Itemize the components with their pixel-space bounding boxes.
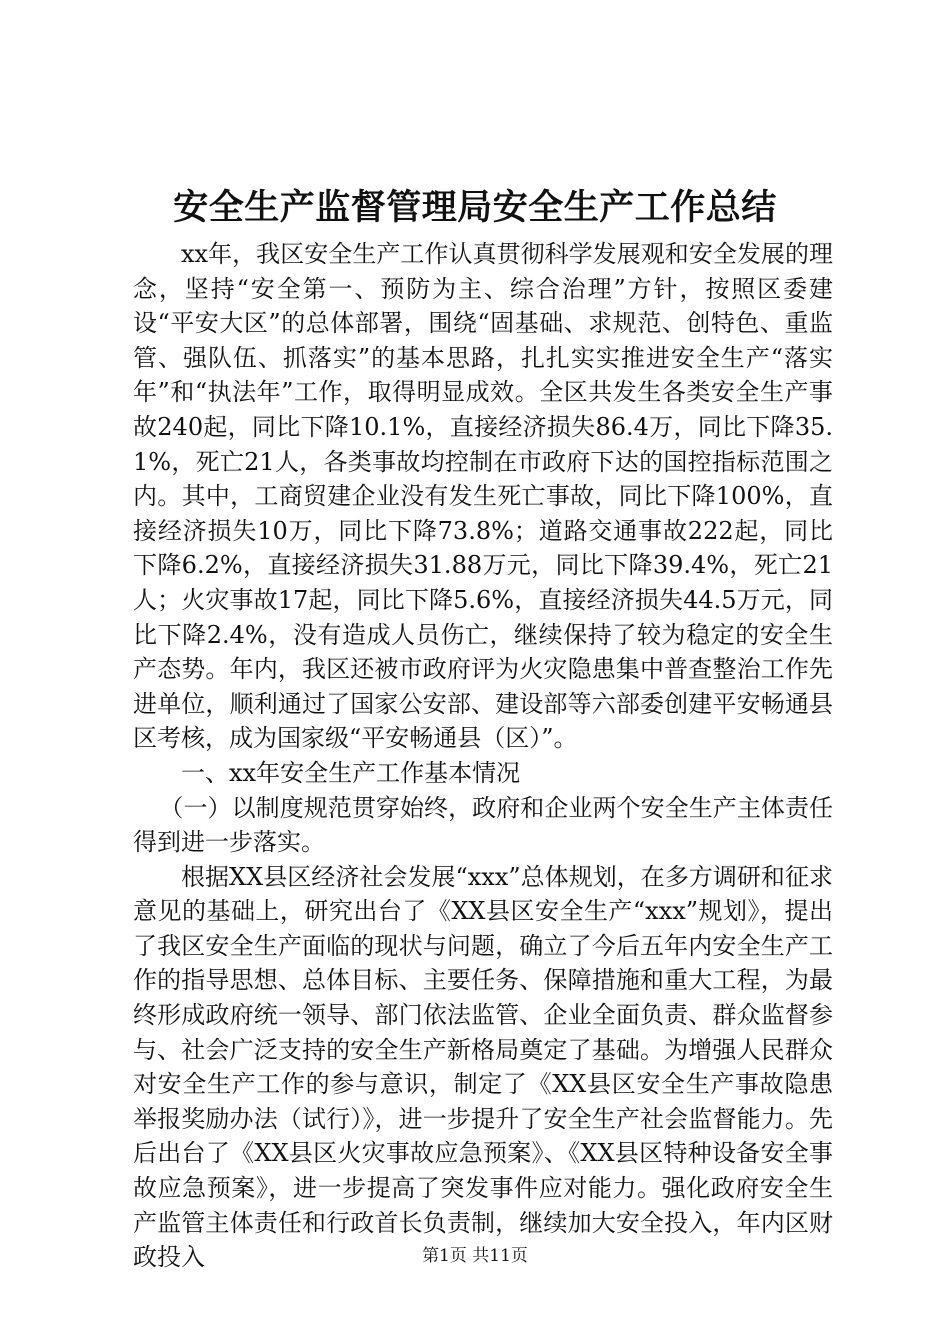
document-body bbox=[133, 237, 833, 1275]
page-footer: 第1页 共11页 bbox=[422, 1246, 528, 1266]
document-title: 安全生产监督管理局安全生产工作总结 bbox=[173, 187, 777, 228]
section-heading: 一、xx年安全生产工作基本情况 bbox=[181, 758, 521, 787]
paragraph-body: 根据XX县区经济社会发展“xxx”总体规划，在多方调研和征求意见的基础上，研究出台了《XX县区安全生产“xxx”规划》，提出了我区安全生产面临的现状与问题，确立了今后五年内安全生产工作的指导思想、总体目标、主要任务、保障措施和重大工程，为最终形成政府统一领导、部门依法监管、企业全面负责、群众监督参与、社会广泛支持的安全生产新格局奠定了基础。为增强人民群众对安全生产工作的参与意识，制定了《XX县区安全生产事故隐患举报奖励办法（试行）》，进一步提升了安全生产社会监督能力。先后出台了《XX县区火灾事故应急预案》、《XX县区特种设备安全事故应急预案》，进一步提高了突发事件应对能力。强化政府安全生产监管主体责任和行政首长负责制，继续加大安全投入，年内区财政投入 bbox=[133, 862, 833, 1272]
paragraph-summary: xx年，我区安全生产工作认真贯彻科学发展观和安全发展的理念，坚持“安全第一、预防为主、综合治理”方针，按照区委建设“平安大区”的总体部署，围绕“固基础、求规范、创特色、重监管、强队伍、抓落实”的基本思路，扎扎实实推进安全生产“落实年”和“执法年”工作，取得明显成效。全区共发生各类安全生产事故240起，同比下降10.1%，直接经济损失86.4万，同比下降35.1%，死亡21人，各类事故均控制在市政府下达的国控指标范围之内。其中，工商贸建企业没有发生死亡事故，同比下降100%，直接经济损失10万，同比下降73.8%；道路交通事故222起，同比下降6.2%，直接经济损失31.88万元，同比下降39.4%，死亡21人；火灾事故17起，同比下降5.6%，直接经济损失44.5万元，同比下降2.4%，没有造成人员伤亡，继续保持了较为稳定的安全生产态势。年内，我区还被市政府评为火灾隐患集中普查整治工作先进单位，顺利通过了国家公安部、建设部等六部委创建平安畅通县区考核，成为国家级“平安畅通县（区）”。 bbox=[133, 240, 833, 753]
subsection-heading: （一）以制度规范贯穿始终，政府和企业两个安全生产主体责任得到进一步落实。 bbox=[133, 793, 833, 857]
